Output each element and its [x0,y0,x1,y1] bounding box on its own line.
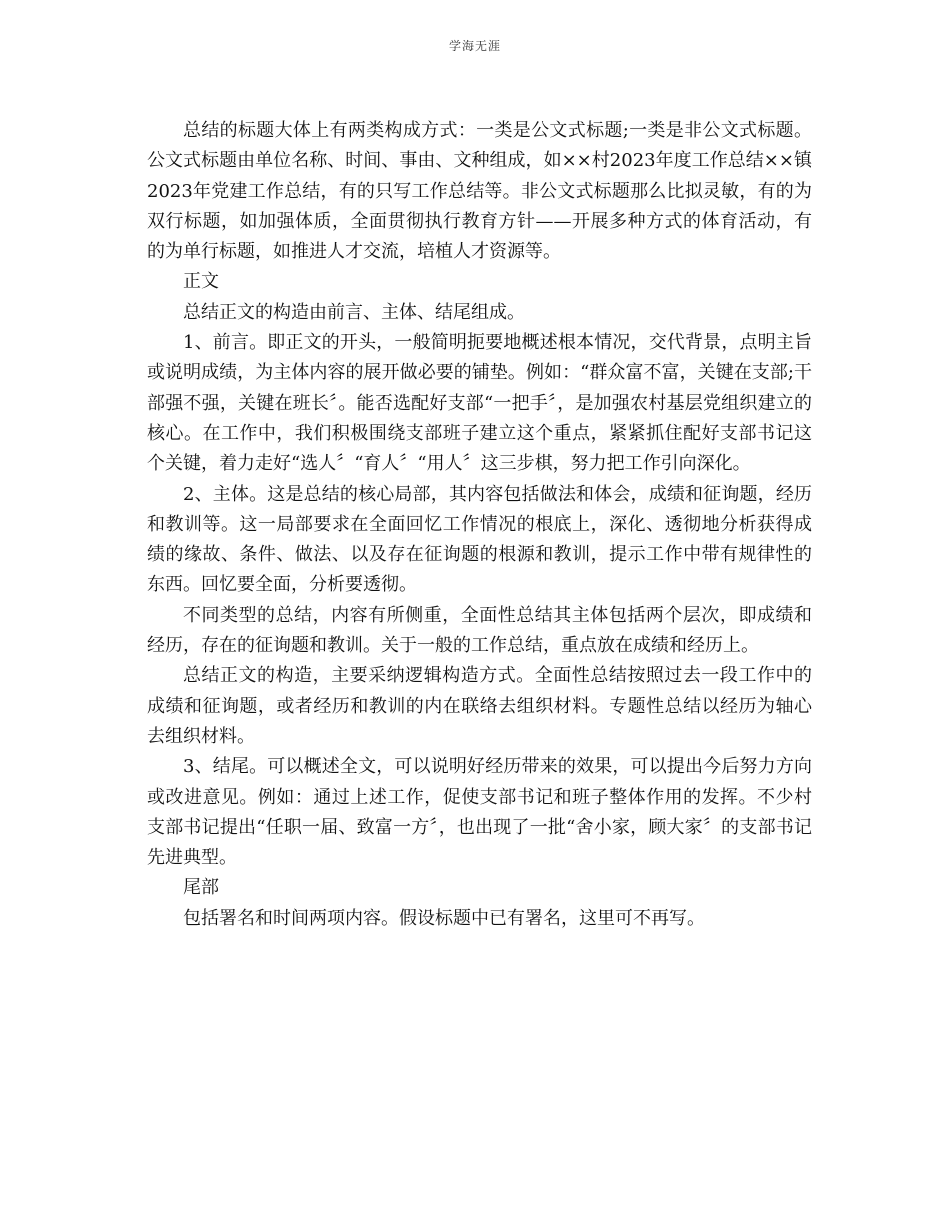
document-body [147,116,812,934]
paragraph-logic-structure: 总结正文的构造，主要采纳逻辑构造方式。全面性总结按照过去一段工作中的成绩和征询题，或者经历和教训的内在联络去组织材料。专题性总结以经历为轴心去组织材料。 [147,665,812,747]
paragraph-ending: 3、结尾。可以概述全文，可以说明好经历带来的效果，可以提出今后努力方向或改进意见。例如：通过上述工作，促使支部书记和班子整体作用的发挥。不少村支部书记提出“任职一届、致富一方〞，也出现了一批“舍小家，顾大家〞的支部书记先进典型。 [147,756,812,869]
section-heading-tail: 尾部 [183,877,219,899]
paragraph-title-types: 总结的标题大体上有两类构成方式：一类是公文式标题;一类是非公文式标题。公文式标题由单位名称、时间、事由、文种组成，如××村2023年度工作总结××镇2023年党建工作总结，有的只写工作总结等。非公文式标题那么比拟灵敏，有的为双行标题，如加强体质，全面贯彻执行教育方针——开展多种方式的体育活动，有的为单行标题，如推进人才交流，培植人才资源等。 [147,120,812,263]
paragraph-preface: 1、前言。即正文的开头，一般简明扼要地概述根本情况，交代背景，点明主旨或说明成绩，为主体内容的展开做必要的铺垫。例如：“群众富不富，关键在支部;干部强不强，关键在班长〞。能否选配好支部“一把手〞，是加强农村基层党组织建立的核心。在工作中，我们积极围绕支部班子建立这个重点，紧紧抓住配好支部书记这个关键，着力走好“选人〞“育人〞“用人〞这三步棋，努力把工作引向深化。 [147,332,812,475]
section-heading-body: 正文 [183,271,219,293]
paragraph-summary-types: 不同类型的总结，内容有所侧重，全面性总结其主体包括两个层次，即成绩和经历，存在的征询题和教训。关于一般的工作总结，重点放在成绩和经历上。 [147,604,812,657]
paragraph-main-body: 2、主体。这是总结的核心局部，其内容包括做法和体会，成绩和征询题，经历和教训等。这一局部要求在全面回忆工作情况的根底上，深化、透彻地分析获得成绩的缘故、条件、做法、以及存在征询题的根源和教训，提示工作中带有规律性的东西。回忆要全面，分析要透彻。 [147,483,812,596]
paragraph-body-structure: 总结正文的构造由前言、主体、结尾组成。 [183,301,525,323]
paragraph-signature: 包括署名和时间两项内容。假设标题中已有署名，这里可不再写。 [183,907,705,929]
page-header: 学海无涯 [448,39,501,53]
